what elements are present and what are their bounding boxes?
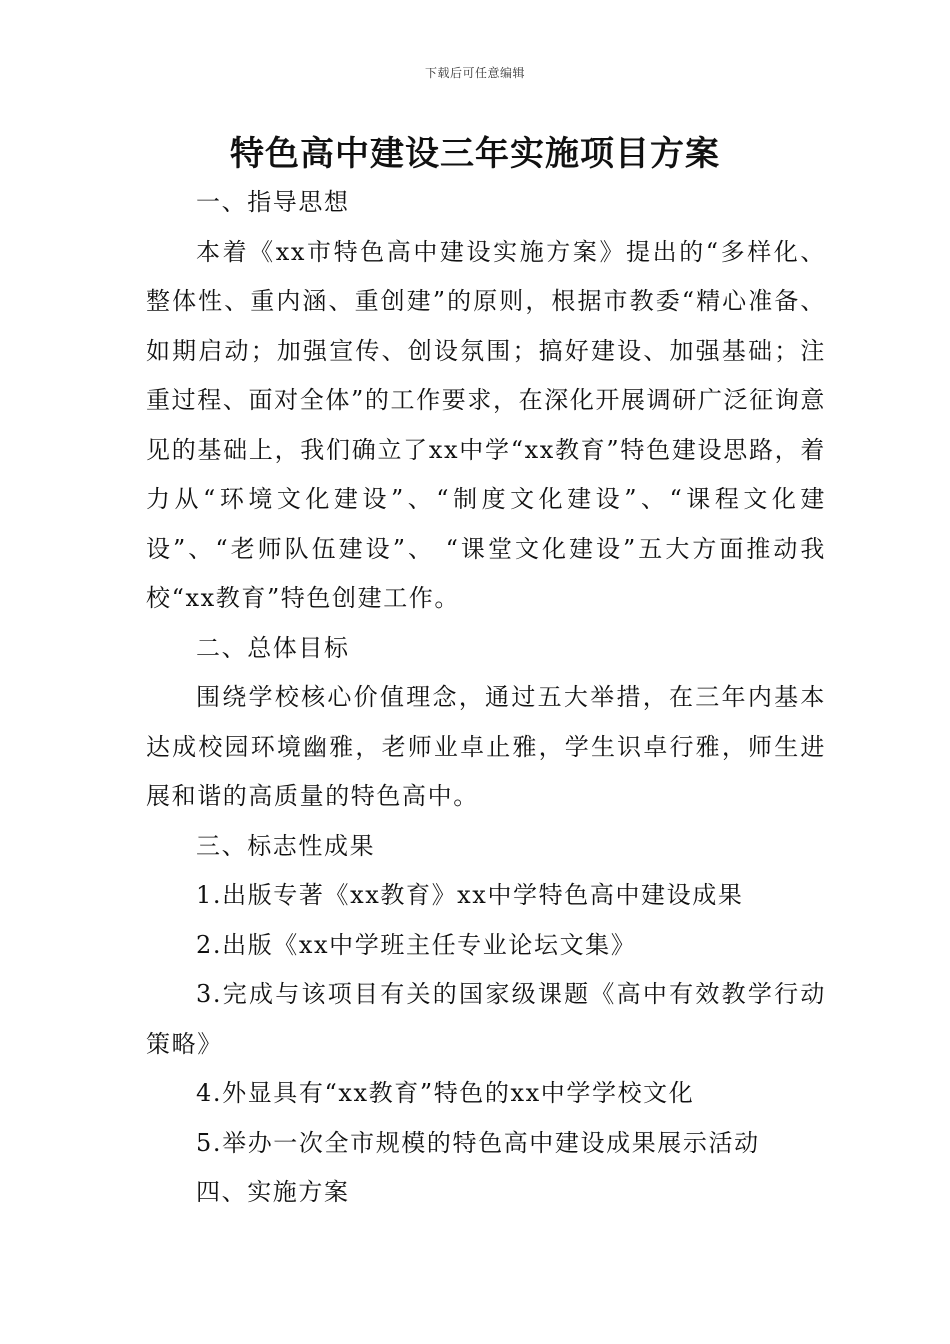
section-heading-landmark-results: 三、标志性成果 bbox=[196, 831, 376, 860]
document-title: 特色高中建设三年实施项目方案 bbox=[230, 134, 720, 174]
paragraph-guiding-ideology: 本着《xx市特色高中建设实施方案》提出的“多样化、整体性、重内涵、重创建”的原则，根据市教委“精心准备、如期启动；加强宣传、创设氛围；搞好建设、加强基础；注重过程、面对全体”的工作要求，在深化开展调研广泛征询意见的基础上，我们确立了xx中学“xx教育”特色建设思路，着力从“环境文化建设”、“制度文化建设”、“课程文化建设”、“老师队伍建设”、 “课堂文化建设”五大方面推动我校“xx教育”特色创建工作。 bbox=[146, 237, 826, 612]
document-body bbox=[146, 178, 826, 1218]
list-item-result-5: 5.举办一次全市规模的特色高中建设成果展示活动 bbox=[196, 1128, 760, 1157]
list-item-result-3: 3.完成与该项目有关的国家级课题《高中有效教学行动策略》 bbox=[146, 980, 826, 1058]
list-item-result-2: 2.出版《xx中学班主任专业论坛文集》 bbox=[196, 930, 637, 959]
paragraph-overall-goal: 围绕学校核心价值理念，通过五大举措，在三年内基本达成校园环境幽雅，老师业卓止雅，学生识卓行雅，师生进展和谐的高质量的特色高中。 bbox=[146, 683, 826, 810]
list-item-result-1: 1.出版专著《xx教育》xx中学特色高中建设成果 bbox=[196, 881, 744, 909]
section-heading-guiding-ideology: 一、指导思想 bbox=[196, 188, 350, 216]
section-heading-implementation-plan: 四、实施方案 bbox=[196, 1178, 350, 1206]
page-header-note: 下载后可任意编辑 bbox=[424, 66, 525, 80]
section-heading-overall-goal: 二、总体目标 bbox=[196, 633, 350, 662]
list-item-result-4: 4.外显具有“xx教育”特色的xx中学学校文化 bbox=[196, 1079, 695, 1107]
